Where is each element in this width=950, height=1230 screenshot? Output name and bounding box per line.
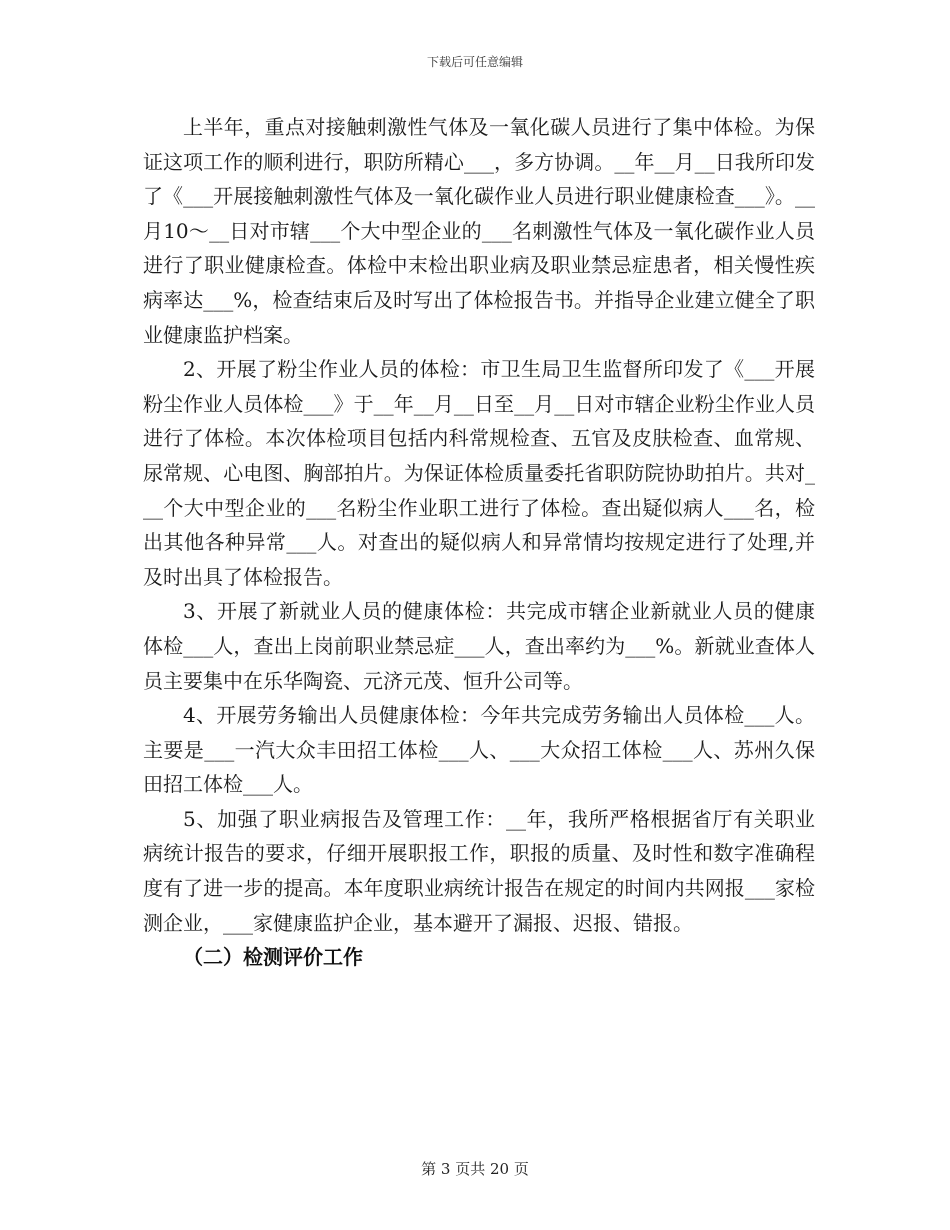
- document-body: [143, 110, 815, 975]
- section-heading: （二）检测评价工作: [183, 945, 363, 970]
- page-header-note: 下载后可任意编辑: [426, 55, 523, 69]
- page-footer-number: 第 3 页共 20 页: [421, 1160, 529, 1178]
- paragraph-labor-export-checkup: 4、开展劳务输出人员健康体检：今年共完成劳务输出人员体检___人。主要是___一汽大众丰田招工体检___人、___大众招工体检___人、苏州久保田招工体检___人。: [143, 703, 815, 797]
- paragraph-new-employee-checkup: 3、开展了新就业人员的健康体检：共完成市辖企业新就业人员的健康体检___人，查出上岗前职业禁忌症___人，查出率约为___%。新就业查体人员主要集中在乐华陶瓷、元济元茂、恒升公司等。: [143, 599, 815, 693]
- paragraph-gas-checkup: 上半年，重点对接触刺激性气体及一氧化碳人员进行了集中体检。为保证这项工作的顺利进行，职防所精心___，多方协调。__年__月__日我所印发了《___开展接触刺激性气体及一氧化碳作业人员进行职业健康检查___》。__月10～__日对市辖___个大中型企业的___名刺激性气体及一氧化碳作业人员进行了职业健康检查。体检中末检出职业病及职业禁忌症患者，相关慢性疾病率达___%，检查结束后及时写出了体检报告书。并指导企业建立健全了职业健康监护档案。: [143, 115, 815, 347]
- paragraph-dust-checkup: 2、开展了粉尘作业人员的体检：市卫生局卫生监督所印发了《___开展粉尘作业人员体检___》于__年__月__日至__月__日对市辖企业粉尘作业人员进行了体检。本次体检项目包括内科常规检查、五官及皮肤检查、血常规、尿常规、心电图、胸部拍片。为保证体检质量委托省职防院协助拍片。共对___个大中型企业的___名粉尘作业职工进行了体检。查出疑似病人___名，检出其他各种异常___人。对查出的疑似病人和异常情均按规定进行了处理,并及时出具了体检报告。: [143, 357, 815, 589]
- paragraph-disease-reporting: 5、加强了职业病报告及管理工作：__年，我所严格根据省厅有关职业病统计报告的要求，仔细开展职报工作，职报的质量、及时性和数字准确程度有了进一步的提高。本年度职业病统计报告在规定的时间内共网报___家检测企业，___家健康监护企业，基本避开了漏报、迟报、错报。: [143, 806, 815, 935]
